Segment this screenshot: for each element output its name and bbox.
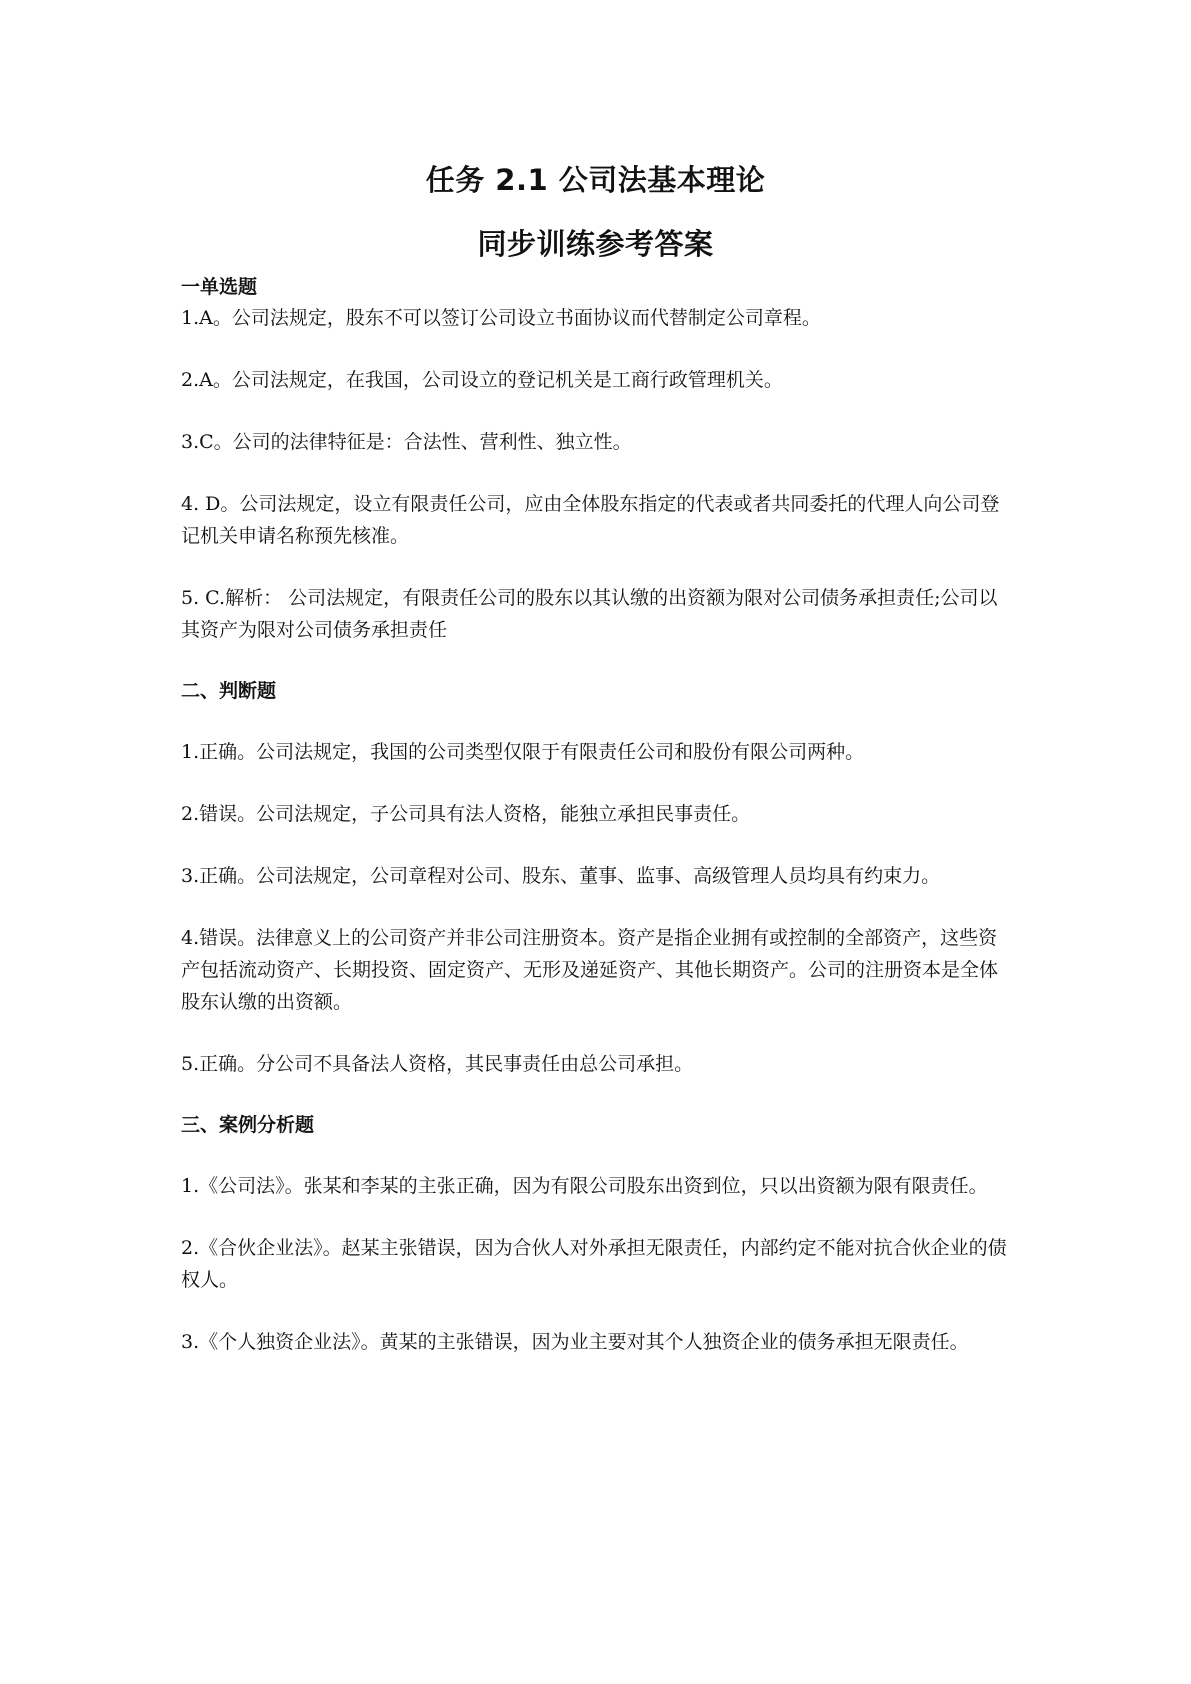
page-title: 任务 2.1 公司法基本理论 xyxy=(425,163,766,197)
case-analysis-answer-3: 3.《个人独资企业法》。黄某的主张错误，因为业主要对其个人独资企业的债务承担无限责任。 xyxy=(181,1331,969,1353)
section-heading-case-analysis: 三、案例分析题 xyxy=(181,1114,315,1136)
single-choice-answer-3: 3.C。公司的法律特征是：合法性、营利性、独立性。 xyxy=(181,431,632,453)
document-content xyxy=(181,272,1013,1358)
section-heading-true-false: 二、判断题 xyxy=(181,680,277,702)
true-false-answer-1: 1.正确。公司法规定，我国的公司类型仅限于有限责任公司和股份有限公司两种。 xyxy=(181,741,865,763)
single-choice-answer-4: 4. D。公司法规定，设立有限责任公司，应由全体股东指定的代表或者共同委托的代理人向公司登记机关申请名称预先核准。 xyxy=(181,493,1000,547)
case-analysis-answer-2: 2.《合伙企业法》。赵某主张错误，因为合伙人对外承担无限责任，内部约定不能对抗合伙企业的债权人。 xyxy=(181,1237,1007,1291)
case-analysis-answer-1: 1.《公司法》。张某和李某的主张正确，因为有限公司股东出资到位，只以出资额为限有限责任。 xyxy=(181,1175,988,1197)
true-false-answer-3: 3.正确。公司法规定，公司章程对公司、股东、董事、监事、高级管理人员均具有约束力。 xyxy=(181,865,941,887)
single-choice-answer-2: 2.A。公司法规定，在我国，公司设立的登记机关是工商行政管理机关。 xyxy=(181,369,783,391)
true-false-answer-2: 2.错误。公司法规定，子公司具有法人资格，能独立承担民事责任。 xyxy=(181,803,751,825)
true-false-answer-5: 5.正确。分公司不具备法人资格，其民事责任由总公司承担。 xyxy=(181,1053,694,1075)
true-false-answer-4: 4.错误。法律意义上的公司资产并非公司注册资本。资产是指企业拥有或控制的全部资产，这些资产包括流动资产、长期投资、固定资产、无形及递延资产、其他长期资产。公司的注册资本是全体股东认缴的出资额。 xyxy=(181,927,999,1013)
page-subtitle: 同步训练参考答案 xyxy=(477,227,714,261)
single-choice-answer-5: 5. C.解析： 公司法规定，有限责任公司的股东以其认缴的出资额为限对公司债务承担责任;公司以其资产为限对公司债务承担责任 xyxy=(181,587,998,641)
section-heading-single-choice: 一单选题 xyxy=(181,276,258,298)
single-choice-answer-1: 1.A。公司法规定，股东不可以签订公司设立书面协议而代替制定公司章程。 xyxy=(181,307,821,329)
